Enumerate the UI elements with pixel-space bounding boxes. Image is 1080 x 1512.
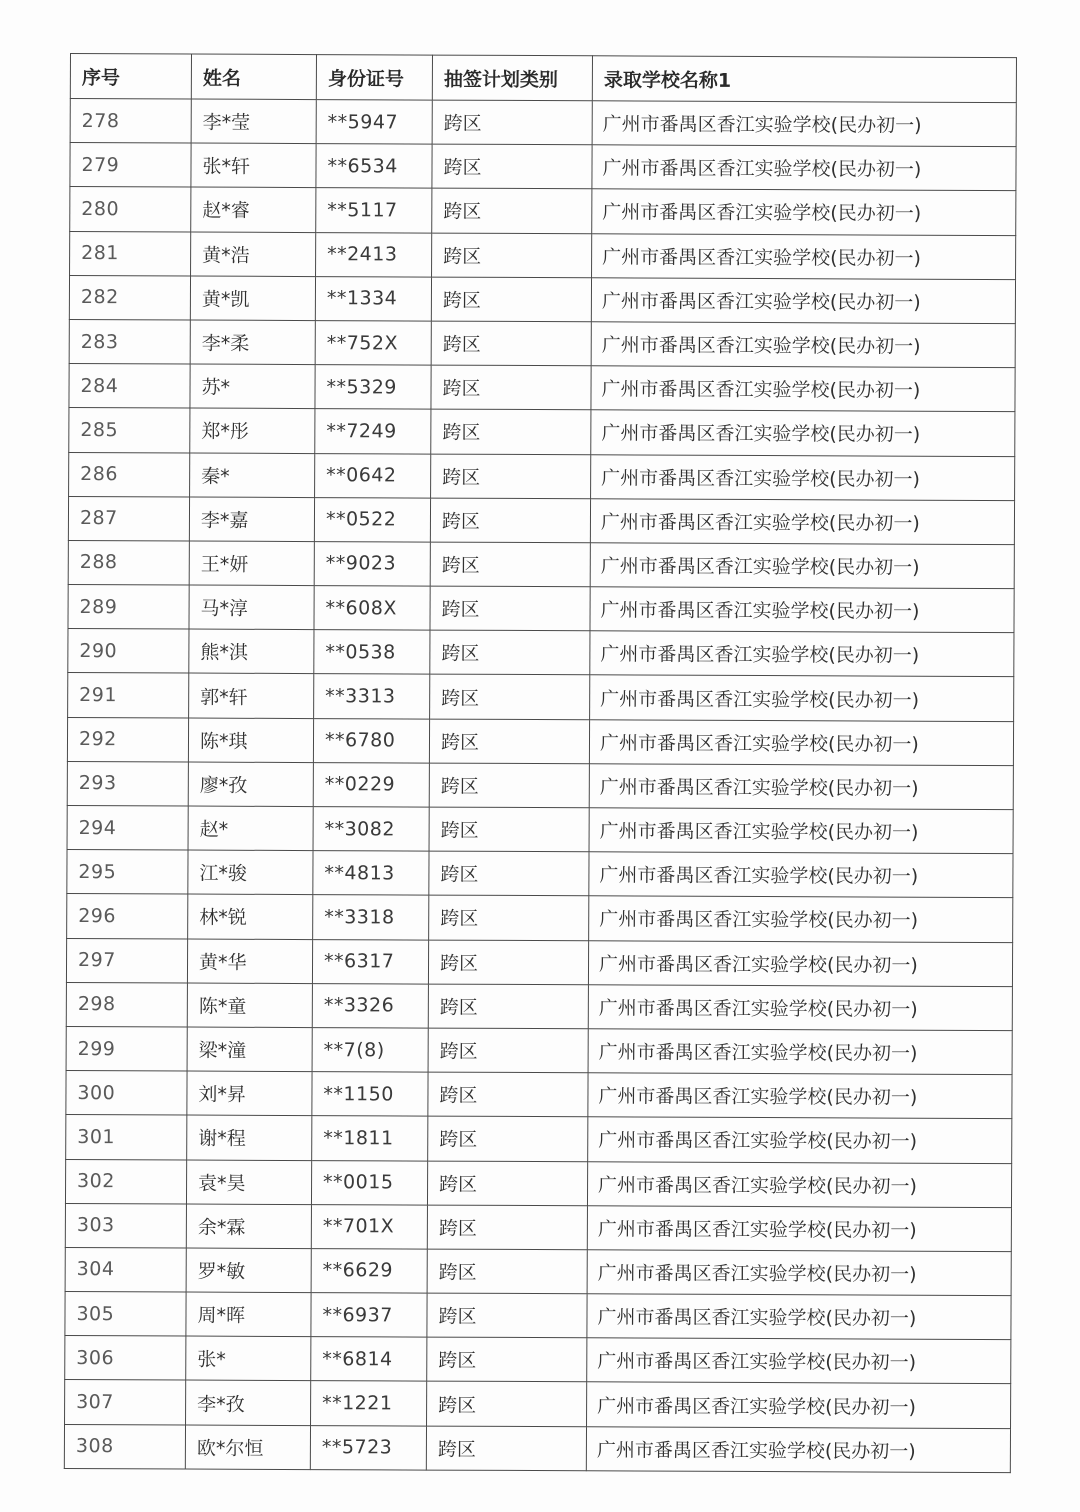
id-number-cell: **5723 xyxy=(310,1425,426,1470)
id-number-cell: **6629 xyxy=(311,1248,427,1293)
table-row xyxy=(67,761,1013,809)
name-cell: 黄*浩 xyxy=(191,232,316,277)
table-row xyxy=(69,452,1015,500)
id-number-cell: **752X xyxy=(315,321,431,366)
table-row xyxy=(68,540,1014,588)
category-cell: 跨区 xyxy=(431,365,591,410)
name-cell: 黄*凯 xyxy=(190,276,315,321)
header-name: 姓名 xyxy=(191,54,316,100)
table-row xyxy=(65,1336,1011,1384)
table-row xyxy=(65,1247,1011,1295)
school-cell: 广州市番禺区香江实验学校(民办初一) xyxy=(592,233,1016,279)
serial-cell: 294 xyxy=(67,805,188,850)
name-cell: 赵* xyxy=(188,806,313,851)
name-cell: 张*轩 xyxy=(191,143,316,188)
id-number-cell: **4813 xyxy=(313,851,429,896)
id-number-cell: **701X xyxy=(311,1204,427,1249)
category-cell: 跨区 xyxy=(432,100,592,145)
id-number-cell: **7249 xyxy=(315,409,431,454)
category-cell: 跨区 xyxy=(428,1116,588,1161)
id-number-cell: **3313 xyxy=(314,674,430,719)
table-row xyxy=(65,1203,1011,1251)
id-number-cell: **1811 xyxy=(312,1116,428,1161)
serial-cell: 291 xyxy=(68,673,189,718)
name-cell: 袁*昊 xyxy=(186,1160,311,1205)
table-row xyxy=(65,1159,1011,1207)
category-cell: 跨区 xyxy=(429,895,589,940)
category-cell: 跨区 xyxy=(428,1028,588,1073)
school-cell: 广州市番禺区香江实验学校(民办初一) xyxy=(590,675,1014,721)
category-cell: 跨区 xyxy=(428,940,588,985)
name-cell: 秦* xyxy=(190,453,315,498)
category-cell: 跨区 xyxy=(429,763,589,808)
category-cell: 跨区 xyxy=(431,277,591,322)
id-number-cell: **6780 xyxy=(313,718,429,763)
school-cell: 广州市番禺区香江实验学校(民办初一) xyxy=(592,145,1016,191)
serial-cell: 299 xyxy=(66,1026,187,1071)
name-cell: 熊*淇 xyxy=(189,629,314,674)
serial-cell: 307 xyxy=(65,1380,186,1425)
table-row xyxy=(67,894,1013,942)
school-cell: 广州市番禺区香江实验学校(民办初一) xyxy=(588,1117,1012,1163)
id-number-cell: **0538 xyxy=(314,630,430,675)
id-number-cell: **0015 xyxy=(311,1160,427,1205)
table-row xyxy=(65,1380,1011,1428)
name-cell: 陈*琪 xyxy=(188,718,313,763)
serial-cell: 280 xyxy=(70,187,191,232)
school-cell: 广州市番禺区香江实验学校(民办初一) xyxy=(589,896,1013,942)
name-cell: 罗*敏 xyxy=(186,1248,311,1293)
name-cell: 李*嘉 xyxy=(189,497,314,542)
school-cell: 广州市番禺区香江实验学校(民办初一) xyxy=(591,322,1015,368)
category-cell: 跨区 xyxy=(432,233,592,278)
category-cell: 跨区 xyxy=(430,675,590,720)
school-cell: 广州市番禺区香江实验学校(民办初一) xyxy=(589,719,1013,765)
id-number-cell: **3326 xyxy=(312,983,428,1028)
name-cell: 林*锐 xyxy=(188,894,313,939)
category-cell: 跨区 xyxy=(430,498,590,543)
category-cell: 跨区 xyxy=(428,984,588,1029)
id-number-cell: **5947 xyxy=(316,100,432,145)
school-cell: 广州市番禺区香江实验学校(民办初一) xyxy=(587,1338,1011,1384)
category-cell: 跨区 xyxy=(431,321,591,366)
serial-cell: 308 xyxy=(64,1424,185,1469)
id-number-cell: **0522 xyxy=(314,497,430,542)
table-row xyxy=(69,408,1015,456)
serial-cell: 295 xyxy=(67,850,188,895)
serial-cell: 290 xyxy=(68,629,189,674)
table-row xyxy=(65,1292,1011,1340)
school-cell: 广州市番禺区香江实验学校(民办初一) xyxy=(588,940,1012,986)
name-cell: 苏* xyxy=(190,364,315,409)
serial-cell: 293 xyxy=(67,761,188,806)
category-cell: 跨区 xyxy=(430,586,590,631)
name-cell: 王*妍 xyxy=(189,541,314,586)
id-number-cell: **6814 xyxy=(311,1337,427,1382)
serial-cell: 283 xyxy=(69,319,190,364)
school-cell: 广州市番禺区香江实验学校(民办初一) xyxy=(591,410,1015,456)
category-cell: 跨区 xyxy=(429,851,589,896)
table-row xyxy=(67,850,1013,898)
school-cell: 广州市番禺区香江实验学校(民办初一) xyxy=(590,587,1014,633)
school-cell: 广州市番禺区香江实验学校(民办初一) xyxy=(587,1382,1011,1428)
table-row xyxy=(69,364,1015,412)
id-number-cell: **608X xyxy=(314,586,430,631)
id-number-cell: **7(8) xyxy=(312,1028,428,1073)
category-cell: 跨区 xyxy=(430,630,590,675)
name-cell: 周*晖 xyxy=(186,1292,311,1337)
name-cell: 陈*童 xyxy=(187,983,312,1028)
school-cell: 广州市番禺区香江实验学校(民办初一) xyxy=(592,101,1016,147)
id-number-cell: **9023 xyxy=(314,541,430,586)
name-cell: 马*淳 xyxy=(189,585,314,630)
serial-cell: 303 xyxy=(65,1203,186,1248)
name-cell: 李*莹 xyxy=(191,99,316,144)
table-row xyxy=(66,1071,1012,1119)
school-cell: 广州市番禺区香江实验学校(民办初一) xyxy=(589,808,1013,854)
name-cell: 赵*睿 xyxy=(191,187,316,232)
name-cell: 张* xyxy=(186,1336,311,1381)
category-cell: 跨区 xyxy=(427,1161,587,1206)
serial-cell: 281 xyxy=(70,231,191,276)
name-cell: 梁*潼 xyxy=(187,1027,312,1072)
serial-cell: 288 xyxy=(68,540,189,585)
school-cell: 广州市番禺区香江实验学校(民办初一) xyxy=(590,631,1014,677)
name-cell: 欧*尔恒 xyxy=(185,1425,310,1470)
name-cell: 廖*孜 xyxy=(188,762,313,807)
category-cell: 跨区 xyxy=(427,1337,587,1382)
serial-cell: 304 xyxy=(65,1247,186,1292)
serial-cell: 286 xyxy=(69,452,190,497)
table-row xyxy=(69,275,1015,323)
category-cell: 跨区 xyxy=(427,1249,587,1294)
table-row xyxy=(68,673,1014,721)
serial-cell: 292 xyxy=(67,717,188,762)
table-row xyxy=(66,1115,1012,1163)
school-cell: 广州市番禺区香江实验学校(民办初一) xyxy=(587,1161,1011,1207)
table-row xyxy=(66,1026,1012,1074)
category-cell: 跨区 xyxy=(428,1072,588,1117)
school-cell: 广州市番禺区香江实验学校(民办初一) xyxy=(587,1294,1011,1340)
school-cell: 广州市番禺区香江实验学校(民办初一) xyxy=(591,454,1015,500)
serial-cell: 282 xyxy=(69,275,190,320)
category-cell: 跨区 xyxy=(430,542,590,587)
serial-cell: 296 xyxy=(67,894,188,939)
serial-cell: 285 xyxy=(69,408,190,453)
header-row xyxy=(70,54,1016,103)
serial-cell: 284 xyxy=(69,364,190,409)
school-cell: 广州市番禺区香江实验学校(民办初一) xyxy=(587,1250,1011,1296)
serial-cell: 305 xyxy=(65,1292,186,1337)
school-cell: 广州市番禺区香江实验学校(民办初一) xyxy=(589,852,1013,898)
serial-cell: 306 xyxy=(65,1336,186,1381)
name-cell: 黄*华 xyxy=(187,939,312,984)
serial-cell: 289 xyxy=(68,585,189,630)
table-header xyxy=(70,54,1016,103)
school-cell: 广州市番禺区香江实验学校(民办初一) xyxy=(588,1029,1012,1075)
admission-table-wrapper xyxy=(64,53,1016,1473)
table-row xyxy=(70,187,1016,235)
school-cell: 广州市番禺区香江实验学校(民办初一) xyxy=(588,985,1012,1031)
header-lottery-category: 抽签计划类别 xyxy=(432,55,592,101)
table-row xyxy=(67,717,1013,765)
school-cell: 广州市番禺区香江实验学校(民办初一) xyxy=(591,278,1015,324)
id-number-cell: **0642 xyxy=(315,453,431,498)
id-number-cell: **1221 xyxy=(311,1381,427,1426)
category-cell: 跨区 xyxy=(429,719,589,764)
admission-table xyxy=(64,53,1017,1473)
name-cell: 余*霖 xyxy=(186,1204,311,1249)
name-cell: 李*孜 xyxy=(186,1380,311,1425)
category-cell: 跨区 xyxy=(426,1426,586,1471)
serial-cell: 278 xyxy=(70,99,191,144)
id-number-cell: **3318 xyxy=(313,895,429,940)
id-number-cell: **5329 xyxy=(315,365,431,410)
school-cell: 广州市番禺区香江实验学校(民办初一) xyxy=(588,1073,1012,1119)
table-row xyxy=(70,231,1016,279)
id-number-cell: **5117 xyxy=(316,188,432,233)
id-number-cell: **6534 xyxy=(316,144,432,189)
table-row xyxy=(68,496,1014,544)
id-number-cell: **6937 xyxy=(311,1293,427,1338)
name-cell: 郑*彤 xyxy=(190,408,315,453)
table-row xyxy=(68,629,1014,677)
header-school-name: 录取学校名称1 xyxy=(592,56,1016,103)
table-row xyxy=(70,99,1016,147)
id-number-cell: **1150 xyxy=(312,1072,428,1117)
category-cell: 跨区 xyxy=(432,144,592,189)
school-cell: 广州市番禺区香江实验学校(民办初一) xyxy=(591,366,1015,412)
category-cell: 跨区 xyxy=(427,1382,587,1427)
table-row xyxy=(68,585,1014,633)
table-row xyxy=(67,805,1013,853)
school-cell: 广州市番禺区香江实验学校(民办初一) xyxy=(586,1426,1010,1472)
serial-cell: 297 xyxy=(66,938,187,983)
school-cell: 广州市番禺区香江实验学校(民办初一) xyxy=(589,764,1013,810)
category-cell: 跨区 xyxy=(427,1205,587,1250)
table-body xyxy=(64,99,1016,1473)
table-row xyxy=(66,938,1012,986)
category-cell: 跨区 xyxy=(432,188,592,233)
table-row xyxy=(70,143,1016,191)
school-cell: 广州市番禺区香江实验学校(民办初一) xyxy=(590,543,1014,589)
id-number-cell: **3082 xyxy=(313,807,429,852)
category-cell: 跨区 xyxy=(431,454,591,499)
table-row xyxy=(64,1424,1010,1472)
serial-cell: 300 xyxy=(66,1071,187,1116)
serial-cell: 301 xyxy=(66,1115,187,1160)
serial-cell: 302 xyxy=(65,1159,186,1204)
school-cell: 广州市番禺区香江实验学校(民办初一) xyxy=(587,1205,1011,1251)
name-cell: 李*柔 xyxy=(190,320,315,365)
serial-cell: 287 xyxy=(68,496,189,541)
category-cell: 跨区 xyxy=(431,409,591,454)
category-cell: 跨区 xyxy=(429,807,589,852)
category-cell: 跨区 xyxy=(427,1293,587,1338)
serial-cell: 298 xyxy=(66,982,187,1027)
school-cell: 广州市番禺区香江实验学校(民办初一) xyxy=(592,189,1016,235)
school-cell: 广州市番禺区香江实验学校(民办初一) xyxy=(590,498,1014,544)
id-number-cell: **6317 xyxy=(312,939,428,984)
header-id-number: 身份证号 xyxy=(316,55,432,101)
name-cell: 刘*昇 xyxy=(187,1071,312,1116)
id-number-cell: **2413 xyxy=(316,232,432,277)
id-number-cell: **0229 xyxy=(313,762,429,807)
serial-cell: 279 xyxy=(70,143,191,188)
id-number-cell: **1334 xyxy=(315,276,431,321)
name-cell: 谢*程 xyxy=(187,1115,312,1160)
header-serial: 序号 xyxy=(70,54,191,100)
name-cell: 江*骏 xyxy=(188,850,313,895)
table-row xyxy=(66,982,1012,1030)
table-row xyxy=(69,319,1015,367)
name-cell: 郭*轩 xyxy=(189,673,314,718)
